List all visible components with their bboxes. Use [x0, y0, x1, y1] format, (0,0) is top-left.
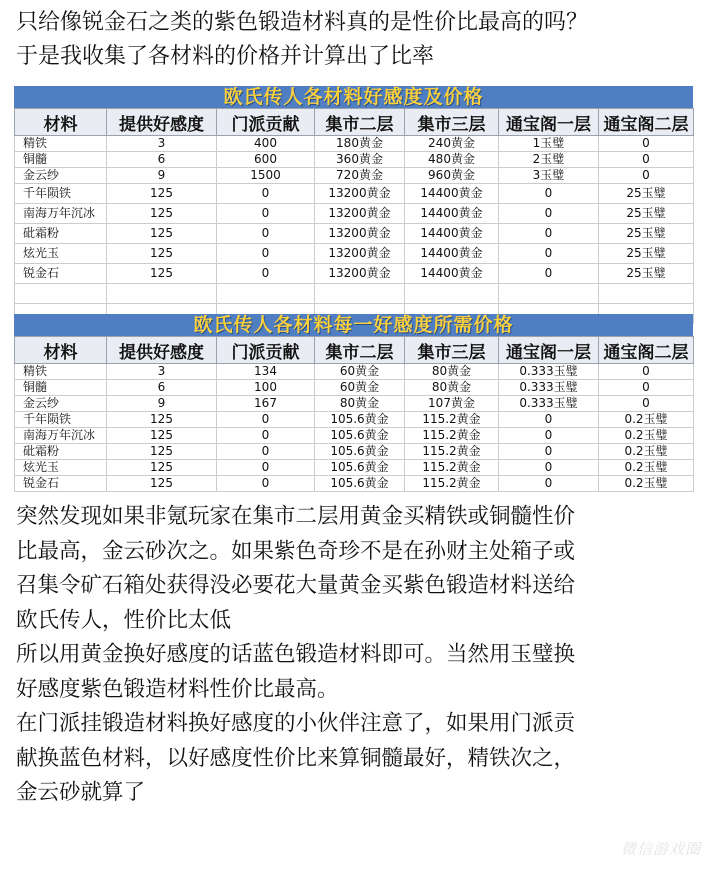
text-line: 召集令矿石箱处获得没必要花大量黄金买紫色锻造材料送给 [16, 573, 576, 598]
table-cell: 115.2黄金 [405, 476, 499, 492]
data-table [14, 336, 694, 492]
table-cell: 960黄金 [405, 168, 499, 184]
table-cell: 14400黄金 [405, 244, 499, 264]
table-cell: 9 [107, 168, 217, 184]
empty-cell [599, 284, 694, 304]
table-cell: 0 [499, 184, 599, 204]
table-cell: 6 [107, 152, 217, 168]
table-row [15, 460, 694, 476]
table-cell: 13200黄金 [315, 184, 405, 204]
table-cell: 25玉璧 [599, 244, 694, 264]
table-cell: 107黄金 [405, 396, 499, 412]
table-cell: 南海万年沉冰 [15, 428, 107, 444]
column-header: 提供好感度 [107, 109, 217, 136]
column-header: 通宝阁一层 [499, 109, 599, 136]
column-header: 通宝阁一层 [499, 337, 599, 364]
table-row [15, 204, 694, 224]
table-cell: 360黄金 [315, 152, 405, 168]
table-cell: 13200黄金 [315, 264, 405, 284]
price-per-favor-table [14, 314, 693, 492]
text-line: 比最高，金云砂次之。如果紫色奇珍不是在孙财主处箱子或 [16, 538, 576, 564]
table-cell: 0 [217, 264, 315, 284]
text-line: 好感度紫色锻造材料性价比最高。 [16, 676, 339, 702]
table-cell: 精铁 [15, 364, 107, 380]
data-table [14, 108, 694, 324]
table-cell: 105.6黄金 [315, 428, 405, 444]
table-cell: 125 [107, 264, 217, 284]
text-line: 欧氏传人，性价比太低 [16, 607, 232, 633]
table-cell: 105.6黄金 [315, 412, 405, 428]
column-header: 通宝阁二层 [599, 337, 694, 364]
empty-cell [217, 284, 315, 304]
table-cell: 25玉璧 [599, 184, 694, 204]
table-cell: 0 [499, 428, 599, 444]
text-line: 在门派挂锻造材料换好感度的小伙伴注意了，如果用门派贡 [16, 711, 576, 736]
table-cell: 0.333玉璧 [499, 364, 599, 380]
table-cell: 锐金石 [15, 264, 107, 284]
empty-cell [15, 284, 107, 304]
table-cell: 0 [499, 224, 599, 244]
table-cell: 60黄金 [315, 364, 405, 380]
table-cell: 125 [107, 184, 217, 204]
table-cell: 0 [499, 204, 599, 224]
table-cell: 115.2黄金 [405, 412, 499, 428]
table-cell: 0 [217, 412, 315, 428]
table-cell: 0 [599, 152, 694, 168]
table-cell: 180黄金 [315, 136, 405, 152]
header-row [15, 337, 694, 364]
table-cell: 115.2黄金 [405, 428, 499, 444]
intro-line: 只给像锐金石之类的紫色锻造材料真的是性价比最高的吗？ [16, 10, 589, 35]
table-cell: 400 [217, 136, 315, 152]
text-line: 突然发现如果非氪玩家在集市二层用黄金买精铁或铜髓性价 [16, 504, 576, 529]
table-cell: 100 [217, 380, 315, 396]
table-row [15, 428, 694, 444]
column-header: 材料 [15, 337, 107, 364]
table-cell: 0 [217, 204, 315, 224]
table-cell: 3 [107, 364, 217, 380]
table-cell: 14400黄金 [405, 184, 499, 204]
table-cell: 炫光玉 [15, 244, 107, 264]
table-cell: 134 [217, 364, 315, 380]
table-cell: 6 [107, 380, 217, 396]
table-row [15, 364, 694, 380]
table-title: 欧氏传人各材料好感度及价格 [14, 86, 693, 108]
table-cell: 80黄金 [405, 364, 499, 380]
intro-line: 于是我收集了各材料的价格并计算出了比率 [16, 44, 435, 69]
table-cell: 0 [217, 224, 315, 244]
table-cell: 0.333玉璧 [499, 380, 599, 396]
table-cell: 0 [499, 476, 599, 492]
empty-cell [315, 284, 405, 304]
table-cell: 167 [217, 396, 315, 412]
table-row [15, 168, 694, 184]
table-cell: 0.2玉璧 [599, 412, 694, 428]
table-cell: 0.333玉璧 [499, 396, 599, 412]
table-cell: 13200黄金 [315, 204, 405, 224]
table-cell: 0 [599, 380, 694, 396]
table-cell: 105.6黄金 [315, 476, 405, 492]
table-cell: 125 [107, 204, 217, 224]
table-title: 欧氏传人各材料每一好感度所需价格 [14, 314, 693, 336]
table-cell: 25玉璧 [599, 204, 694, 224]
table-cell: 0 [599, 364, 694, 380]
table-row [15, 224, 694, 244]
table-row [15, 264, 694, 284]
table-cell: 铜髓 [15, 380, 107, 396]
table-cell: 115.2黄金 [405, 460, 499, 476]
table-row [15, 380, 694, 396]
table-cell: 1玉璧 [499, 136, 599, 152]
table-cell: 砒霜粉 [15, 444, 107, 460]
table-cell: 14400黄金 [405, 224, 499, 244]
table-cell: 720黄金 [315, 168, 405, 184]
table-cell: 0 [499, 412, 599, 428]
table-cell: 125 [107, 412, 217, 428]
table-cell: 0 [217, 184, 315, 204]
intro-text [16, 6, 706, 74]
table-cell: 13200黄金 [315, 224, 405, 244]
favor-price-table [14, 86, 693, 324]
column-header: 集市三层 [405, 109, 499, 136]
table-cell: 0.2玉璧 [599, 444, 694, 460]
table-cell: 金云纱 [15, 168, 107, 184]
table-row [15, 244, 694, 264]
table-cell: 0.2玉璧 [599, 460, 694, 476]
table-cell: 0 [599, 168, 694, 184]
watermark: 微信游戏圈 [620, 840, 701, 858]
column-header: 门派贡献 [217, 337, 315, 364]
table-cell: 240黄金 [405, 136, 499, 152]
table-cell: 105.6黄金 [315, 444, 405, 460]
table-cell: 1500 [217, 168, 315, 184]
table-cell: 精铁 [15, 136, 107, 152]
table-cell: 80黄金 [405, 380, 499, 396]
table-cell: 炫光玉 [15, 460, 107, 476]
empty-cell [499, 284, 599, 304]
table-cell: 2玉璧 [499, 152, 599, 168]
table-cell: 14400黄金 [405, 264, 499, 284]
table-cell: 125 [107, 428, 217, 444]
table-cell: 0 [499, 244, 599, 264]
table-cell: 115.2黄金 [405, 444, 499, 460]
table-cell: 0 [217, 244, 315, 264]
table-cell: 13200黄金 [315, 244, 405, 264]
table-row [15, 476, 694, 492]
table-row [15, 412, 694, 428]
column-header: 集市二层 [315, 337, 405, 364]
column-header: 通宝阁二层 [599, 109, 694, 136]
table-cell: 0 [217, 428, 315, 444]
table-cell: 3 [107, 136, 217, 152]
column-header: 材料 [15, 109, 107, 136]
table-cell: 千年陨铁 [15, 184, 107, 204]
column-header: 门派贡献 [217, 109, 315, 136]
table-cell: 125 [107, 224, 217, 244]
table-cell: 0 [499, 444, 599, 460]
table-cell: 铜髓 [15, 152, 107, 168]
table-row [15, 396, 694, 412]
table-cell: 9 [107, 396, 217, 412]
empty-row [15, 284, 694, 304]
table-cell: 0 [599, 136, 694, 152]
table-cell: 600 [217, 152, 315, 168]
table-cell: 锐金石 [15, 476, 107, 492]
table-cell: 125 [107, 460, 217, 476]
table-cell: 0 [217, 476, 315, 492]
table-row [15, 444, 694, 460]
table-cell: 0 [499, 264, 599, 284]
table-cell: 南海万年沉冰 [15, 204, 107, 224]
table-cell: 80黄金 [315, 396, 405, 412]
table-cell: 3玉璧 [499, 168, 599, 184]
text-line: 所以用黄金换好感度的话蓝色锻造材料即可。当然用玉璧换 [16, 642, 576, 667]
table-cell: 金云纱 [15, 396, 107, 412]
table-cell: 0 [217, 444, 315, 460]
table-row [15, 152, 694, 168]
table-cell: 25玉璧 [599, 224, 694, 244]
table-cell: 105.6黄金 [315, 460, 405, 476]
text-line: 献换蓝色材料，以好感度性价比来算铜髓最好，精铁次之， [16, 745, 576, 771]
table-cell: 480黄金 [405, 152, 499, 168]
table-cell: 0 [217, 460, 315, 476]
table-cell: 千年陨铁 [15, 412, 107, 428]
table-cell: 60黄金 [315, 380, 405, 396]
header-row [15, 109, 694, 136]
analysis-text [16, 500, 706, 811]
table-cell: 125 [107, 444, 217, 460]
table-cell: 0.2玉璧 [599, 428, 694, 444]
column-header: 集市二层 [315, 109, 405, 136]
table-cell: 0.2玉璧 [599, 476, 694, 492]
empty-cell [405, 284, 499, 304]
table-cell: 14400黄金 [405, 204, 499, 224]
column-header: 提供好感度 [107, 337, 217, 364]
text-line: 金云砂就算了 [16, 780, 146, 805]
table-row [15, 184, 694, 204]
table-cell: 25玉璧 [599, 264, 694, 284]
table-cell: 125 [107, 476, 217, 492]
table-cell: 125 [107, 244, 217, 264]
table-cell: 0 [499, 460, 599, 476]
table-cell: 砒霜粉 [15, 224, 107, 244]
column-header: 集市三层 [405, 337, 499, 364]
table-row [15, 136, 694, 152]
table-cell: 0 [599, 396, 694, 412]
empty-cell [107, 284, 217, 304]
